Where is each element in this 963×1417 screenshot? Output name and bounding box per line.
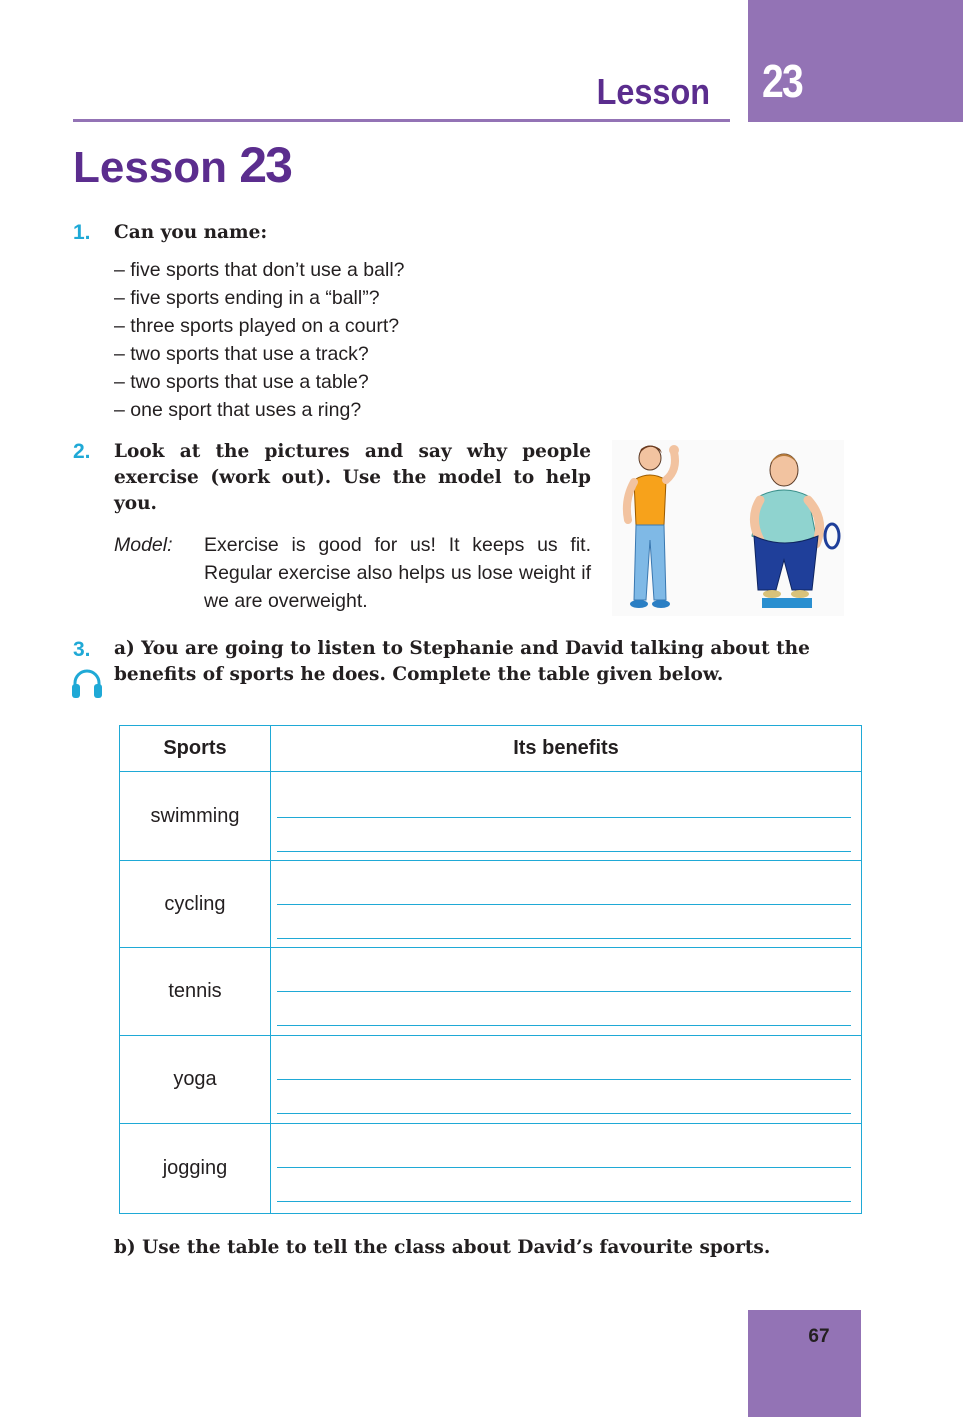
title-number: 23 [239, 137, 291, 193]
write-in-line [277, 1167, 851, 1168]
write-in-line [277, 1201, 851, 1202]
list-item: – two sports that use a table? [114, 371, 369, 393]
sports-benefits-table [119, 725, 862, 1214]
sport-cell: cycling [120, 861, 271, 948]
exercise-1-list [114, 256, 405, 424]
write-in-line [277, 851, 851, 852]
table-row [120, 1036, 862, 1124]
write-in-line [277, 991, 851, 992]
page-title [73, 137, 291, 193]
model-text: Exercise is good for us! It keeps us fit. Regular exercise also helps us lose weight if we are overweight. [204, 534, 591, 612]
benefits-write-in-cell[interactable] [271, 1124, 862, 1214]
title-word: Lesson [73, 143, 228, 192]
exercise-3b-instruction: b) Use the table to tell the class about David’s favourite sports. [114, 1237, 771, 1258]
table-row [120, 948, 862, 1036]
exercise-1-heading: Can you name: [114, 222, 268, 243]
benefits-write-in-cell[interactable] [271, 948, 862, 1036]
header-lesson-word: Lesson [596, 71, 710, 112]
sport-cell: jogging [120, 1124, 271, 1214]
page-number: 67 [808, 1326, 830, 1347]
write-in-line [277, 1079, 851, 1080]
exercise-1-number: 1. [73, 221, 91, 244]
benefits-write-in-cell[interactable] [271, 1036, 862, 1124]
exercise-3-number: 3. [73, 638, 91, 661]
write-in-line [277, 938, 851, 939]
benefits-write-in-cell[interactable] [271, 772, 862, 861]
write-in-line [277, 904, 851, 905]
list-item: – two sports that use a track? [114, 343, 369, 365]
table-row [120, 772, 862, 861]
list-item: – three sports played on a court? [114, 315, 400, 337]
write-in-line [277, 1113, 851, 1114]
list-item: – one sport that uses a ring? [114, 399, 362, 421]
table-row [120, 1124, 862, 1214]
write-in-line [277, 1025, 851, 1026]
exercise-2-number: 2. [73, 440, 91, 463]
header-rule [73, 119, 730, 122]
header-lesson-number: 23 [762, 55, 803, 107]
table-header-row [120, 726, 862, 772]
table-row [120, 861, 862, 948]
exercise-3a-instruction: a) You are going to listen to Stephanie and David talking about the benefits of sports he does. Complete the table given below. [114, 638, 810, 685]
list-item: – five sports that don’t use a ball? [114, 259, 405, 281]
column-header-sports: Sports [120, 726, 271, 772]
headphones-icon [70, 666, 104, 700]
sport-cell: tennis [120, 948, 271, 1036]
column-header-benefits: Its benefits [271, 726, 862, 772]
write-in-line [277, 817, 851, 818]
model-label: Model: [114, 534, 173, 556]
exercise-2-heading: Look at the pictures and say why people exercise (work out). Use the model to help you. [114, 441, 591, 514]
list-item: – five sports ending in a “ball”? [114, 287, 380, 309]
sport-cell: yoga [120, 1036, 271, 1124]
benefits-write-in-cell[interactable] [271, 861, 862, 948]
sport-cell: swimming [120, 772, 271, 861]
exercise-illustration [612, 440, 844, 616]
